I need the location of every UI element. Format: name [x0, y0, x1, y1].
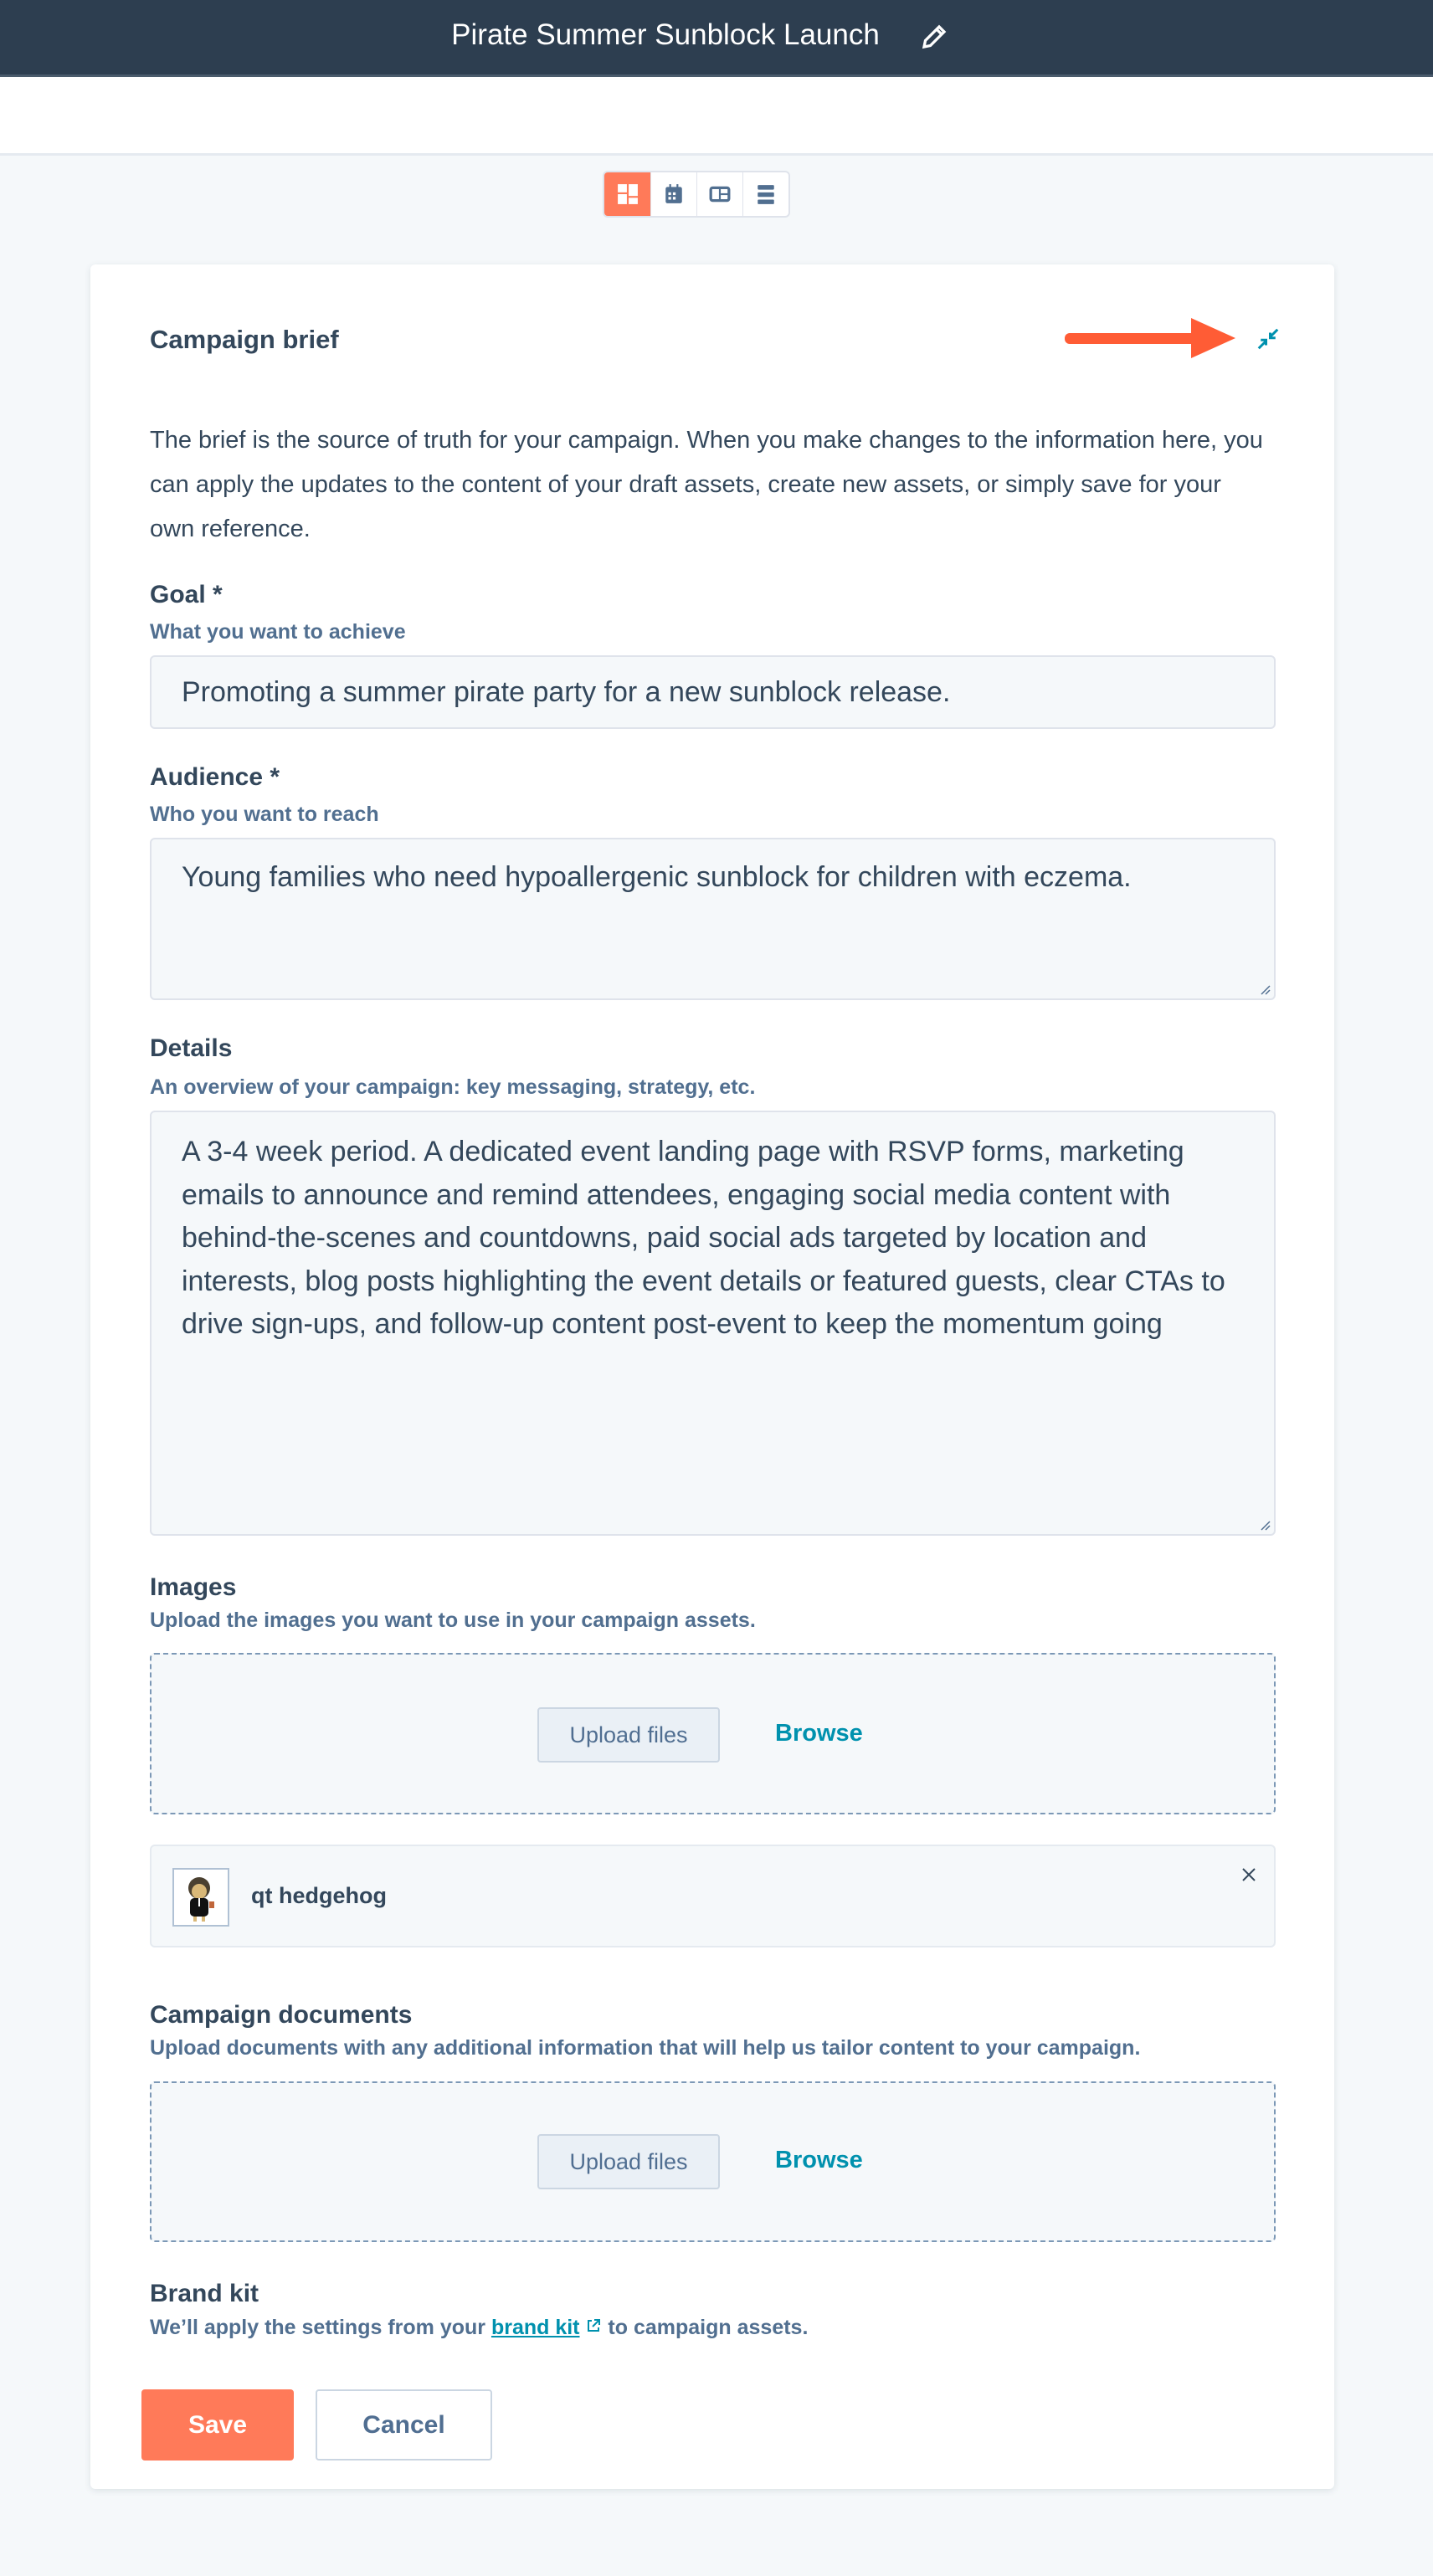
view-toolbar [0, 77, 1433, 156]
images-help: Upload the images you want to use in your campaign assets. [150, 1609, 756, 1632]
brand-kit-link[interactable]: brand kit [491, 2316, 580, 2339]
annotation-arrow [1061, 316, 1239, 360]
documents-browse-link[interactable]: Browse [775, 2147, 863, 2173]
collapse-icon[interactable] [1256, 326, 1281, 352]
list-view-button[interactable] [742, 172, 788, 216]
resize-handle-icon[interactable] [1257, 982, 1271, 995]
cancel-button[interactable]: Cancel [316, 2389, 492, 2461]
documents-label: Campaign documents [150, 2001, 413, 2029]
details-label: Details [150, 1034, 233, 1062]
audience-textarea[interactable] [150, 838, 1276, 1000]
audience-label: Audience * [150, 763, 280, 791]
card-title: Campaign brief [150, 325, 339, 354]
brand-kit-help-text-end: to campaign assets. [602, 2316, 809, 2339]
external-link-icon [585, 2317, 602, 2334]
split-layout-icon [709, 183, 731, 205]
audience-help: Who you want to reach [150, 803, 379, 826]
audience-value: Young families who need hypoallergenic sunblock for children with eczema. [182, 861, 1132, 893]
hedgehog-image [174, 1870, 228, 1925]
brand-kit-help-text: We’ll apply the settings from your [150, 2316, 491, 2339]
file-thumbnail [172, 1868, 229, 1927]
intro-text: The brief is the source of truth for your campaign. When you make changes to the information here, you can apply the updates to the content of your draft assets, create new assets, or simply save for your own reference. [150, 427, 1263, 542]
file-name: qt hedgehog [251, 1883, 387, 1908]
view-switcher [603, 171, 790, 218]
calendar-view-button[interactable] [650, 172, 696, 216]
documents-help: Upload documents with any additional information that will help us tailor content to your campaign. [150, 2036, 1141, 2060]
list-icon [755, 183, 777, 205]
campaign-title[interactable]: Pirate Summer Sunblock Launch [451, 18, 880, 51]
resize-handle-icon[interactable] [1257, 1517, 1271, 1531]
grid-icon [617, 183, 639, 205]
brand-kit-help [150, 2316, 808, 2340]
goal-input[interactable]: Promoting a summer pirate party for a new sunblock release. [150, 655, 1276, 729]
brand-kit-label: Brand kit [150, 2280, 259, 2307]
details-textarea[interactable] [150, 1111, 1276, 1536]
images-label: Images [150, 1573, 237, 1601]
images-upload-button[interactable]: Upload files [537, 1707, 720, 1763]
pencil-icon[interactable] [919, 22, 949, 52]
board-view-button[interactable] [604, 172, 650, 216]
save-button[interactable]: Save [141, 2389, 294, 2461]
goal-label: Goal * [150, 581, 223, 608]
details-help: An overview of your campaign: key messaging, strategy, etc. [150, 1075, 756, 1099]
uploaded-file-item [150, 1845, 1276, 1947]
goal-help: What you want to achieve [150, 620, 406, 644]
documents-dropzone[interactable] [150, 2081, 1276, 2242]
details-value: A 3-4 week period. A dedicated event landing page with RSVP forms, marketing emails to announce and remind attendees, engaging social media content with behind-the-scenes and countdowns, paid social ads targeted by location and interests, blog posts highlighting the event details or featured guests, clear CTAs to drive sign-ups, and follow-up content post-event to keep the momentum going [182, 1136, 1225, 1341]
documents-upload-button[interactable]: Upload files [537, 2134, 720, 2189]
images-browse-link[interactable]: Browse [775, 1720, 863, 1747]
split-view-button[interactable] [696, 172, 742, 216]
remove-file-icon[interactable] [1240, 1866, 1257, 1883]
top-header [0, 0, 1433, 77]
images-dropzone[interactable] [150, 1653, 1276, 1814]
calendar-icon [663, 183, 685, 205]
